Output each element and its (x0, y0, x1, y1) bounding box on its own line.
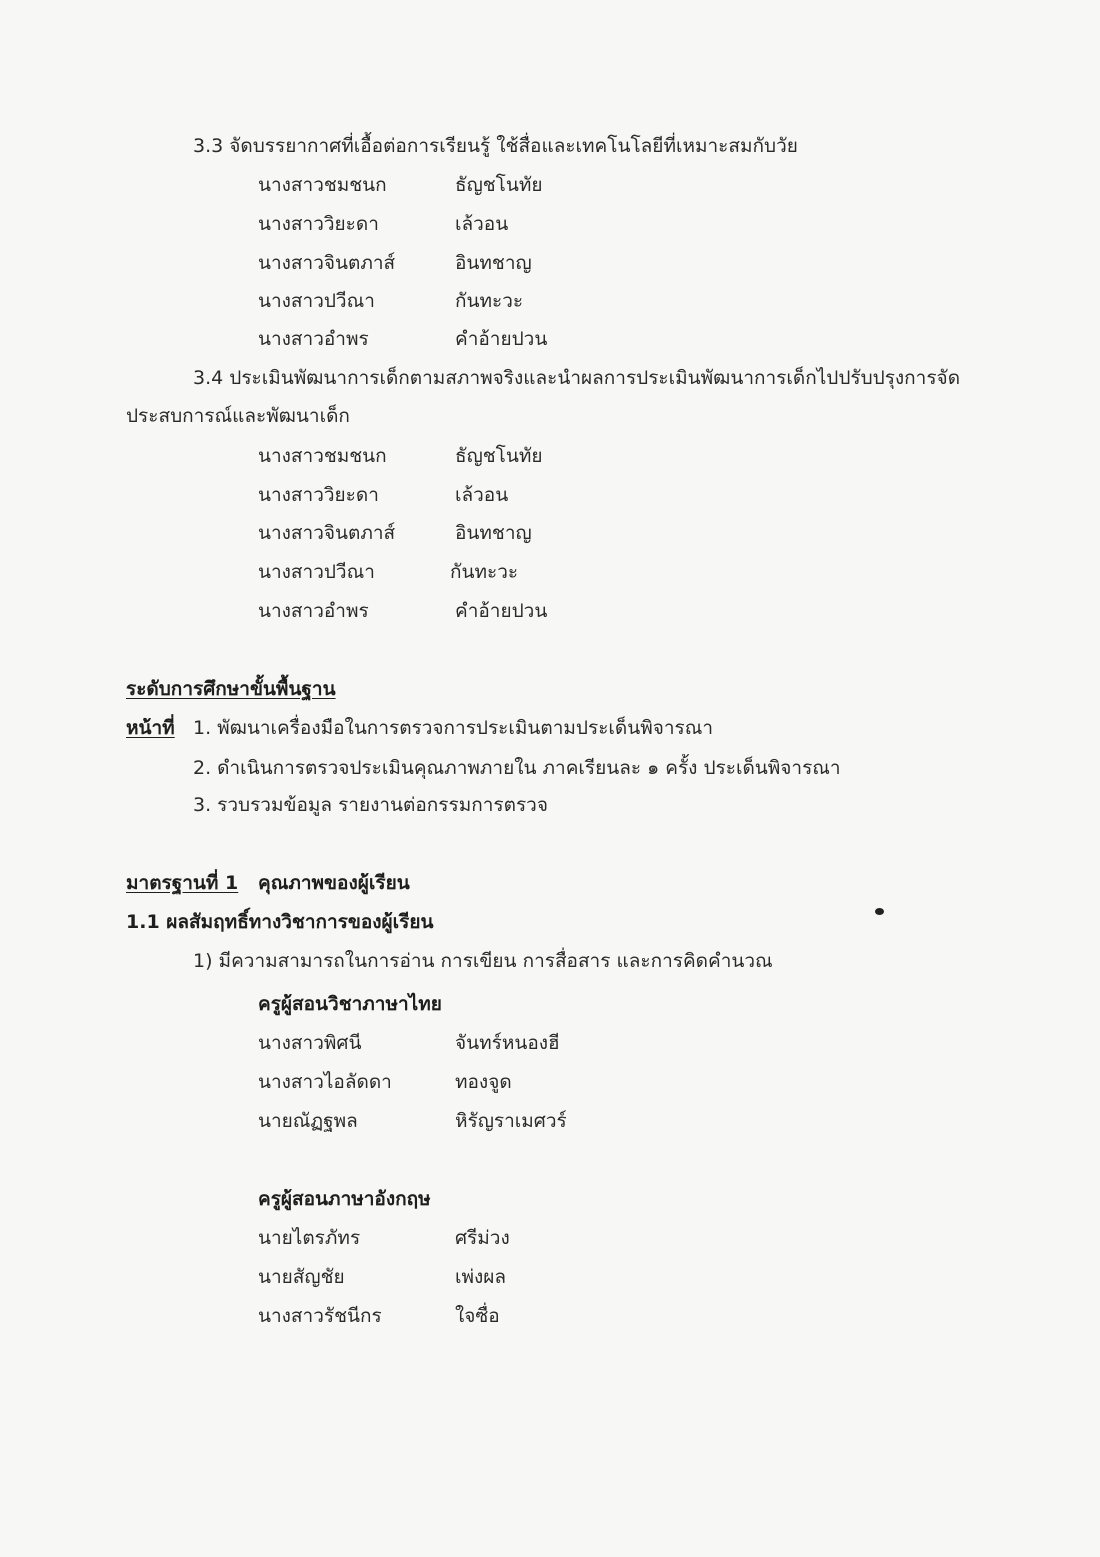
group-title-english: ครูผู้สอนภาษาอังกฤษ (258, 1188, 431, 1210)
staff-first-name: นางสาววิยะดา (258, 484, 379, 506)
staff-first-name: นางสาวพิศนี (258, 1032, 362, 1054)
group-title-thai: ครูผู้สอนวิชาภาษาไทย (258, 993, 442, 1015)
staff-first-name: นางสาวอำพร (258, 328, 369, 350)
staff-last-name: เล้วอน (455, 213, 509, 235)
staff-first-name: นางสาวอำพร (258, 600, 369, 622)
staff-first-name: นายสัญชัย (258, 1266, 345, 1288)
staff-last-name: อินทชาญ (455, 522, 532, 544)
staff-last-name: ศรีม่วง (455, 1227, 510, 1249)
staff-last-name: ธัญชโนทัย (455, 174, 543, 196)
staff-last-name: ทองจูด (455, 1071, 512, 1093)
staff-first-name: นางสาววิยะดา (258, 213, 379, 235)
standard-1-label: มาตรฐานที่ 1 (126, 872, 239, 894)
staff-first-name: นางสาวชมชนก (258, 445, 387, 467)
scan-speck (875, 908, 884, 915)
staff-last-name: คำอ้ายปวน (455, 600, 548, 622)
section-3-3-heading: 3.3 จัดบรรยากาศที่เอื้อต่อการเรียนรู้ ใช้สื่อและเทคโนโลยีที่เหมาะสมกับวัย (193, 135, 798, 157)
staff-last-name: คำอ้ายปวน (455, 328, 548, 350)
standard-1-1-heading: 1.1 ผลสัมฤทธิ์ทางวิชาการของผู้เรียน (126, 911, 434, 933)
staff-last-name: อินทชาญ (455, 252, 532, 274)
staff-last-name: หิรัญราเมศวร์ (455, 1110, 567, 1132)
duty-item: 2. ดำเนินการตรวจประเมินคุณภาพภายใน ภาคเรียนละ ๑ ครั้ง ประเด็นพิจารณา (193, 757, 841, 779)
staff-last-name: เล้วอน (455, 484, 509, 506)
staff-last-name: เพ่งผล (455, 1266, 507, 1288)
section-3-4-heading-line2: ประสบการณ์และพัฒนาเด็ก (126, 405, 350, 427)
standard-1-title: คุณภาพของผู้เรียน (258, 872, 410, 894)
staff-first-name: นางสาวรัชนีกร (258, 1305, 382, 1327)
staff-last-name: กันทะวะ (455, 290, 524, 312)
section-3-4-heading-line1: 3.4 ประเมินพัฒนาการเด็กตามสภาพจริงและนำผลการประเมินพัฒนาการเด็กไปปรับปรุงการจัด (193, 367, 961, 389)
duty-item: 3. รวบรวมข้อมูล รายงานต่อกรรมการตรวจ (193, 794, 548, 816)
staff-first-name: นางสาวชมชนก (258, 174, 387, 196)
staff-first-name: นางสาวปวีณา (258, 561, 375, 583)
duty-label: หน้าที่ (126, 717, 175, 739)
staff-first-name: นายไตรภัทร (258, 1227, 361, 1249)
staff-last-name: ธัญชโนทัย (455, 445, 543, 467)
basic-level-heading: ระดับการศึกษาขั้นพื้นฐาน (126, 678, 336, 700)
duty-item: 1. พัฒนาเครื่องมือในการตรวจการประเมินตามประเด็นพิจารณา (193, 717, 714, 739)
staff-first-name: นางสาวจินตภาส์ (258, 522, 396, 544)
staff-last-name: กันทะวะ (450, 561, 519, 583)
staff-first-name: นางสาวไอลัดดา (258, 1071, 392, 1093)
staff-last-name: จันทร์หนองฮี (455, 1032, 560, 1054)
staff-last-name: ใจซื่อ (455, 1305, 500, 1327)
staff-first-name: นางสาวปวีณา (258, 290, 375, 312)
staff-first-name: นายณัฏฐพล (258, 1110, 358, 1132)
standard-1-1-item-1: 1) มีความสามารถในการอ่าน การเขียน การสื่อสาร และการคิดคำนวณ (193, 950, 773, 972)
staff-first-name: นางสาวจินตภาส์ (258, 252, 396, 274)
